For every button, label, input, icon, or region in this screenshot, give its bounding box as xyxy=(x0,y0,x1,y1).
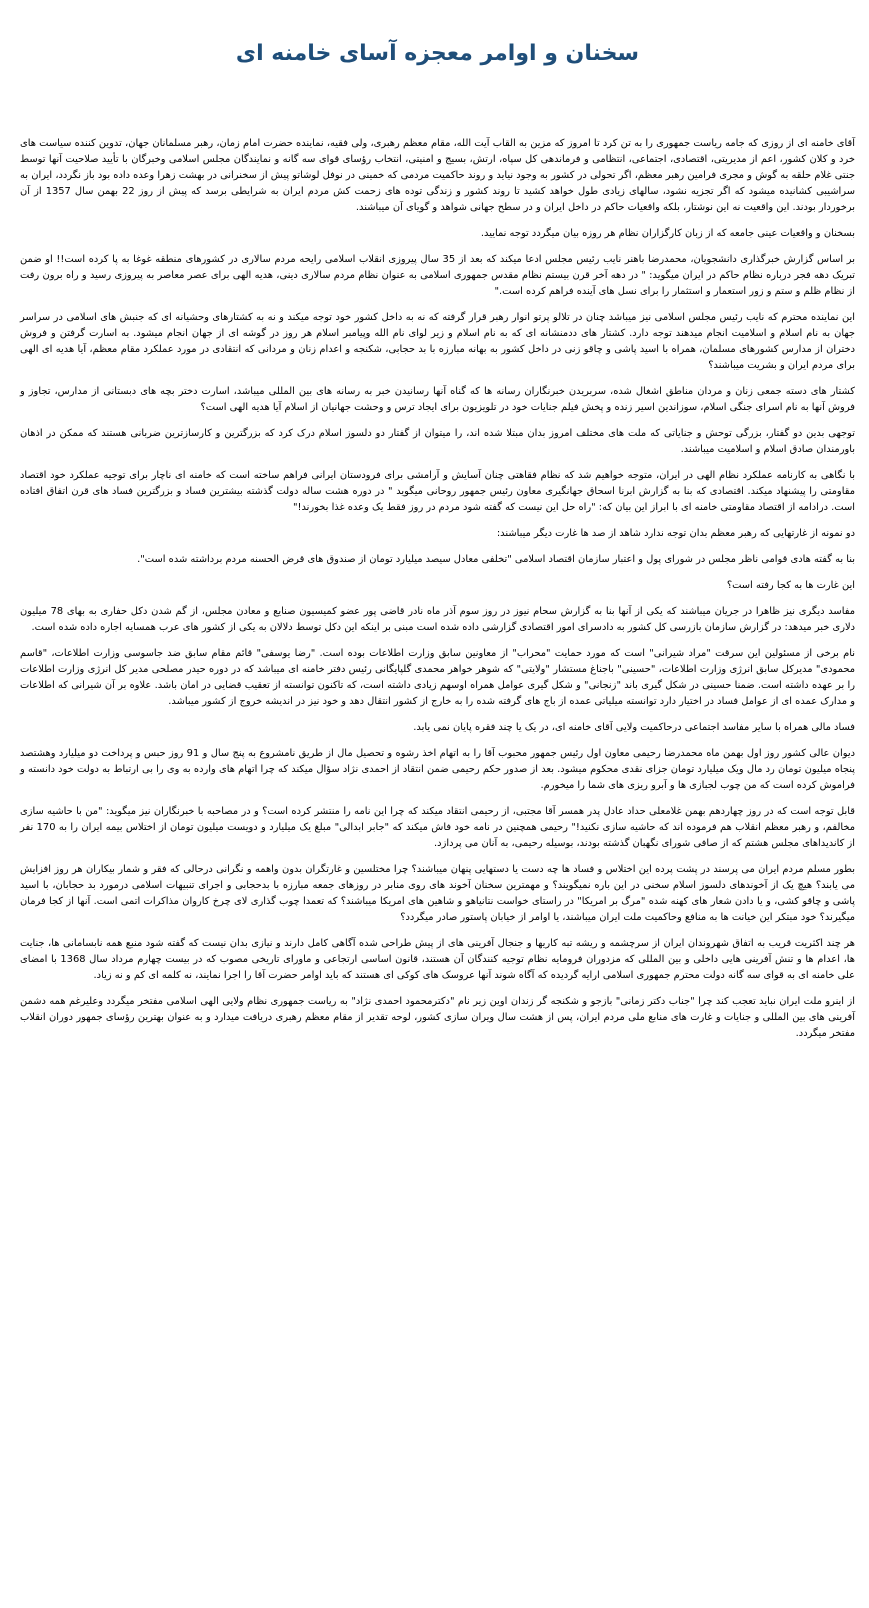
article-paragraph: این نماینده محترم که نایب رئیس مجلس اسلامی نیز میباشد چنان در تلالو پرتو انوار رهبر قرار گرفته که نه به داخل کشور خود توجه میکند و نه به کشتارهای وحشیانه ای که جنبش های اسلامی در سراسر جهان به نام اسلام و اسلامیت انجام میدهند توجه دارد. کشتار های ددمنشانه ای که به نام اسلام و زیر لوای نام الله وپیامبر اسلام هر روز در گوشه ای از جهان انجام میشود. به اسارت گرفتن و فروش دختران از مدارس کشورهای مسلمان، همراه با اسید پاشی و چاقو زنی در داخل کشور به بهانه مبارزه با بد حجابی، شکنجه و اعدام زنان و مردانی که انتقادی در مورد عملکرد مقام معظم، آیا هدیه ای الهی برای مردم ایران و بشریت میباشند؟ xyxy=(20,312,855,371)
article-paragraph: قابل توجه است که در روز چهاردهم بهمن غلامعلی حداد عادل پدر همسر آقا مجتبی، از رحیمی انتقاد میکند که چرا این نامه را منتشر کرده است؟ و در مصاحبه با خبرنگاران نیز میگوید: "من با حاشیه سازی مخالفم، و رهبر معظم انقلاب هم فرموده اند که حاشیه سازی نکنید!" رحیمی همچنین در نامه خود فاش میکند که "جابر ابدالی" مبلغ یک میلیارد و دویست میلیون تومان از اختلاس بیمه ایران را به 170 نفر از کاندیداهای مجلس هشتم که از صافی شورای نگهبان گذشته بودند، بوسیله رحیمی، به آنان می پردازد. xyxy=(20,806,855,849)
article-paragraph: فساد مالی همراه با سایر مفاسد اجتماعی درحاکمیت ولایی آقای خامنه ای، در یک یا چند فقره پایان نمی یابد. xyxy=(413,722,855,733)
article-paragraph: بنا به گفته هادی قوامی ناظر مجلس در شورای پول و اعتبار سازمان اقتصاد اسلامی "تخلفی معادل سیصد میلیارد تومان از صندوق های قرض الحسنه مردم برداشته شده است". xyxy=(137,554,855,565)
article-paragraph: مفاسد دیگری نیز ظاهرا در جریان میباشند که یکی از آنها بنا به گزارش سحام نیوز در روز سوم آذر ماه نادر قاضی پور عضو کمیسیون صنایع و معادن مجلس، از گم شدن دکل حفاری به بهای 78 میلیون دلاری خبر میدهد: در گزارش سازمان بازرسی کل کشور به دادسرای امور اقتصادی گزارشی داده شده است مبنی بر اینکه این دکل توسط دلالان به یکی از کشور های عرب همسایه اجاره داده شده است. xyxy=(20,606,855,633)
article-paragraph: از اینرو ملت ایران نباید تعجب کند چرا "جناب دکتر زمانی" بازجو و شکنجه گر زندان اوین زیر نام "دکترمحمود احمدی نژاد" به ریاست جمهوری نظام ولایی الهی اسلامی مفتخر میگردد وعلیرغم همه دشمن آفرینی های بین المللی و جنایات و غارت های منابع ملی مردم ایران، پس از هشت سال ویران سازی کشور، لوحه تقدیر از مقام معظم رهبری دریافت میدارد و به عنوان بهترین رؤسای جمهور دوران انقلاب مفتخر میگردد. xyxy=(20,996,855,1039)
article-paragraph: کشتار های دسته جمعی زنان و مردان مناطق اشغال شده، سربریدن خبرنگاران رسانه ها که گناه آنها رسانیدن خبر به رسانه های بین المللی میباشد، اسارت دختر بچه های دبستانی از مدارس، تجاوز و فروش آنها به نام اسرای جنگی اسلام، سوزاندین اسیر زنده و پخش فیلم جنایات خود در تلویزیون برای ایجاد ترس و وحشت جهانیان از اسلام آیا هدیه الهی است؟ xyxy=(20,386,855,413)
article-paragraph: آقای خامنه ای از روزی که جامه ریاست جمهوری را به تن کرد تا امروز که مزین به القاب آیت الله، مقام معظم رهبری، ولی فقیه، نماینده حضرت امام زمان، رهبر مسلمانان جهان، تدوین کننده سیاست های خرد و کلان کشور، اعم از مدیریتی، اقتصادی، اجتماعی، انتظامی و فرماندهی کل سپاه، ارتش، بسیج و امنیتی، انتخاب رؤسای قوای سه گانه و نمایندگان مجلس اسلامی وخبرگان با تأیید صلاحیت آنها توسط جنتی غلام حلقه به گوش و مجری فرامین رهبر معظم، اگر تحولی در کشور به وجود نیاید و روند حاکمیت مردمی که خمینی در نوفل لوشاتو پیش از سخنرانی در بهشت زهرا وعده داده بود باز نگردد، ایران به سراشیبی کشانیده میشود که اگر تجزیه نشود، سالهای زیادی طول خواهد کشید تا روند کشور و زندگی توده های زحمت کش مردم ایران به شرایطی برسد که پیش از روز 22 بهمن سال 1357 از آن برخوردار بودند. این واقعیت نه این نوشتار، بلکه واقعیات حاکم در داخل ایران و در سطح جهانی شواهد و گویای آن میباشند. xyxy=(20,138,855,213)
article-paragraph: توجهی بدین دو گفتار، بزرگی توحش و جنایاتی که ملت های مختلف امروز بدان مبتلا شده اند، را میتوان از گفتار دو دلسوز اسلام درک کرد که بزرگترین و کارسازترین ضربانی هستند که ممکن در اذهان باورمندان صادق اسلام و اسلامیت میباشند. xyxy=(20,428,855,455)
article-paragraph: نام برخی از مسئولین این سرقت "مراد شیرانی" است که مورد حمایت "محراب" از معاونین سابق وزارت اطلاعات بوده است. "رضا یوسفی" قائم مقام سابق ضد جاسوسی وزارت اطلاعات، "قاسم محمودی" مدیرکل سابق انرژی وزارت اطلاعات، "حسینی" باجناغ مستشار "ولایتی" که شوهر خواهر محمدی گلپایگانی رئیس دفتر خامنه ای میباشد که در دوره حیدر مصلحی مدیر کل انرژی وزارت اطلاعات را بر عهده داشته است. ضمنا حسینی در شکل گیری باند "زنجانی" و شکل گیری عوامل همراه اوسهم زیادی داشته است، که تاکنون توانسته از تعقیب قضایی در امان باشد. علاوه بر آن شیرانی که اطلاعات و مدارک عمده ای از عوامل فساد در اختیار دارد توانسته میلیاتی عمده از باج های گرفته شده را به خارج از کشور انتقال دهد و خود نیز در اندیشه خروج از کشور میباشد. xyxy=(20,648,855,707)
page-title: سخنان و اوامر معجزه آسای خامنه ای xyxy=(235,41,640,66)
article-paragraph: بر اساس گزارش خبرگذاری دانشجویان، محمدرضا باهنر نایب رئیس مجلس ادعا میکند که بعد از 35 سال پیروزی انقلاب اسلامی رایحه مردم سالاری در کشورهای منطقه غوغا به پا کرده است!! او ضمن تبریک دهه فجر درباره نظام حاکم در ایران میگوید: " در دهه آخر قرن بیستم نظام مقدس جمهوری اسلامی به عنوان نظام مردم سالاری دینی، هدیه الهی برای عصر معاصر به پیروزی رسید و راه برون رفت از نظام ظلم و ستم و زور استعمار و استثمار را برای نسل های آینده فراهم کرده است." xyxy=(20,254,855,297)
article-paragraph: دو نمونه از غارتهایی که رهبر معظم بدان توجه ندارد شاهد از صد ها غارت دیگر میباشند: xyxy=(496,528,855,539)
article-paragraph: این غارت ها به کجا رفته است؟ xyxy=(726,580,855,591)
article-paragraph: هر چند اکثریت قریب به اتفاق شهروندان ایران از سرچشمه و ریشه تبه کاریها و جنجال آفرینی های از پیش طراحی شده آگاهی کامل دارند و نیازی بدان نیست که گفته شود منبع همه نابسامانی ها، جنایت ها، اعدام ها و تنش آفرینی هایی داخلی و بین المللی که مزدوران فرومایه نظام توجیه کنندگان آن هستند، قانون اساسی ارتجاعی و ماورای تاریخی مصوب که در بیست چهارم مرداد سال 1368 با امضای علی خامنه ای به قوای سه گانه دولت محترم جمهوری اسلامی ارایه گردیده که آگاه شوند آنها عروسک های کوکی ای هستند که باید اوامر حضرت آقا را اجرا نمایند، نه کلمه ای کم و نه زیاد. xyxy=(20,938,855,981)
article-paragraph: بسخنان و واقعیات عینی جامعه که از زبان کارگزاران نظام هر روزه بیان میگردد توجه نمایید. xyxy=(480,228,855,239)
article-paragraph: با نگاهی به کارنامه عملکرد نظام الهی در ایران، متوجه خواهیم شد که نظام فقاهتی چنان آسایش و آرامشی برای فرودستان ایرانی فراهم ساخته است که خامنه ای ناچار برای توجیه عملکرد خود اقتصاد مقاومتی را پیشنهاد میکند. اقتصادی که بنا به گزارش ابرنا اسحاق جهانگیری معاون رئیس جمهور روحانی میگوید " در دوره هشت ساله دولت گذشته بیشترین فساد و بزرگترین فساد های قرن اتفاق افتاده است. درادامه از اقتصاد مقاومتی خامنه ای با ابراز این بیان که: "راه حل این نیست که گفته شود مردم در روز فقط یک وعده غذا بخورند!" xyxy=(20,470,855,513)
article-paragraph: بطور مسلم مردم ایران می پرسند در پشت پرده این اختلاس و فساد ها چه دست یا دستهایی پنهان میباشند؟ چرا مختلسین و غارتگران بدون واهمه و نگرانی درحالی که فقر و شمار بیکاران هر روز افزایش می یابند؟ هیچ یک از آخوندهای دلسوز اسلام سخنی در این باره نمیگویند؟ و مهمترین سخنان آخوند های روی منابر در روزهای جمعه مبارزه با بدحجابی و اجرای تنبیهات اسلامی درمورد بد حجابان، با اسید پاشی و چاقو کشی، و یا دادن شعار های کهنه شده "مرگ بر امریکا" در راستای خواست نتانیاهو و شاهین های امریکا میباشند؟ که تعمدا چوب گذاری لای چرخ کاروان مذاکرات اتمی است. آنها از کجا فرمان میگیرند؟ خود مبتکر این خیانت ها به منافع وحاکمیت ملت ایران میباشند، یا اوامر از خیابان پاستور صادر میگردد؟ xyxy=(20,864,855,923)
article-paragraph: دیوان عالی کشور روز اول بهمن ماه محمدرضا رحیمی معاون اول رئیس جمهور محبوب آقا را به اتهام اخذ رشوه و تحصیل مال از طریق نامشروع به پنج سال و 91 روز حبس و پرداخت دو میلیارد وهشتصد پنجاه میلیون تومان رد مال ویک میلیارد تومان جزای نقدی محکوم میشود. بعد از صدور حکم رحیمی ضمن انتقاد از احمدی نژاد سؤال میکند که چرا اتهام های وارده به وی را بی ارتباط به دولت خود دانسته و فراموش کرده است که من چوب لجبازی ها و آبرو ریزی های شما را میخورم. xyxy=(20,748,855,791)
article-body xyxy=(20,136,855,1042)
